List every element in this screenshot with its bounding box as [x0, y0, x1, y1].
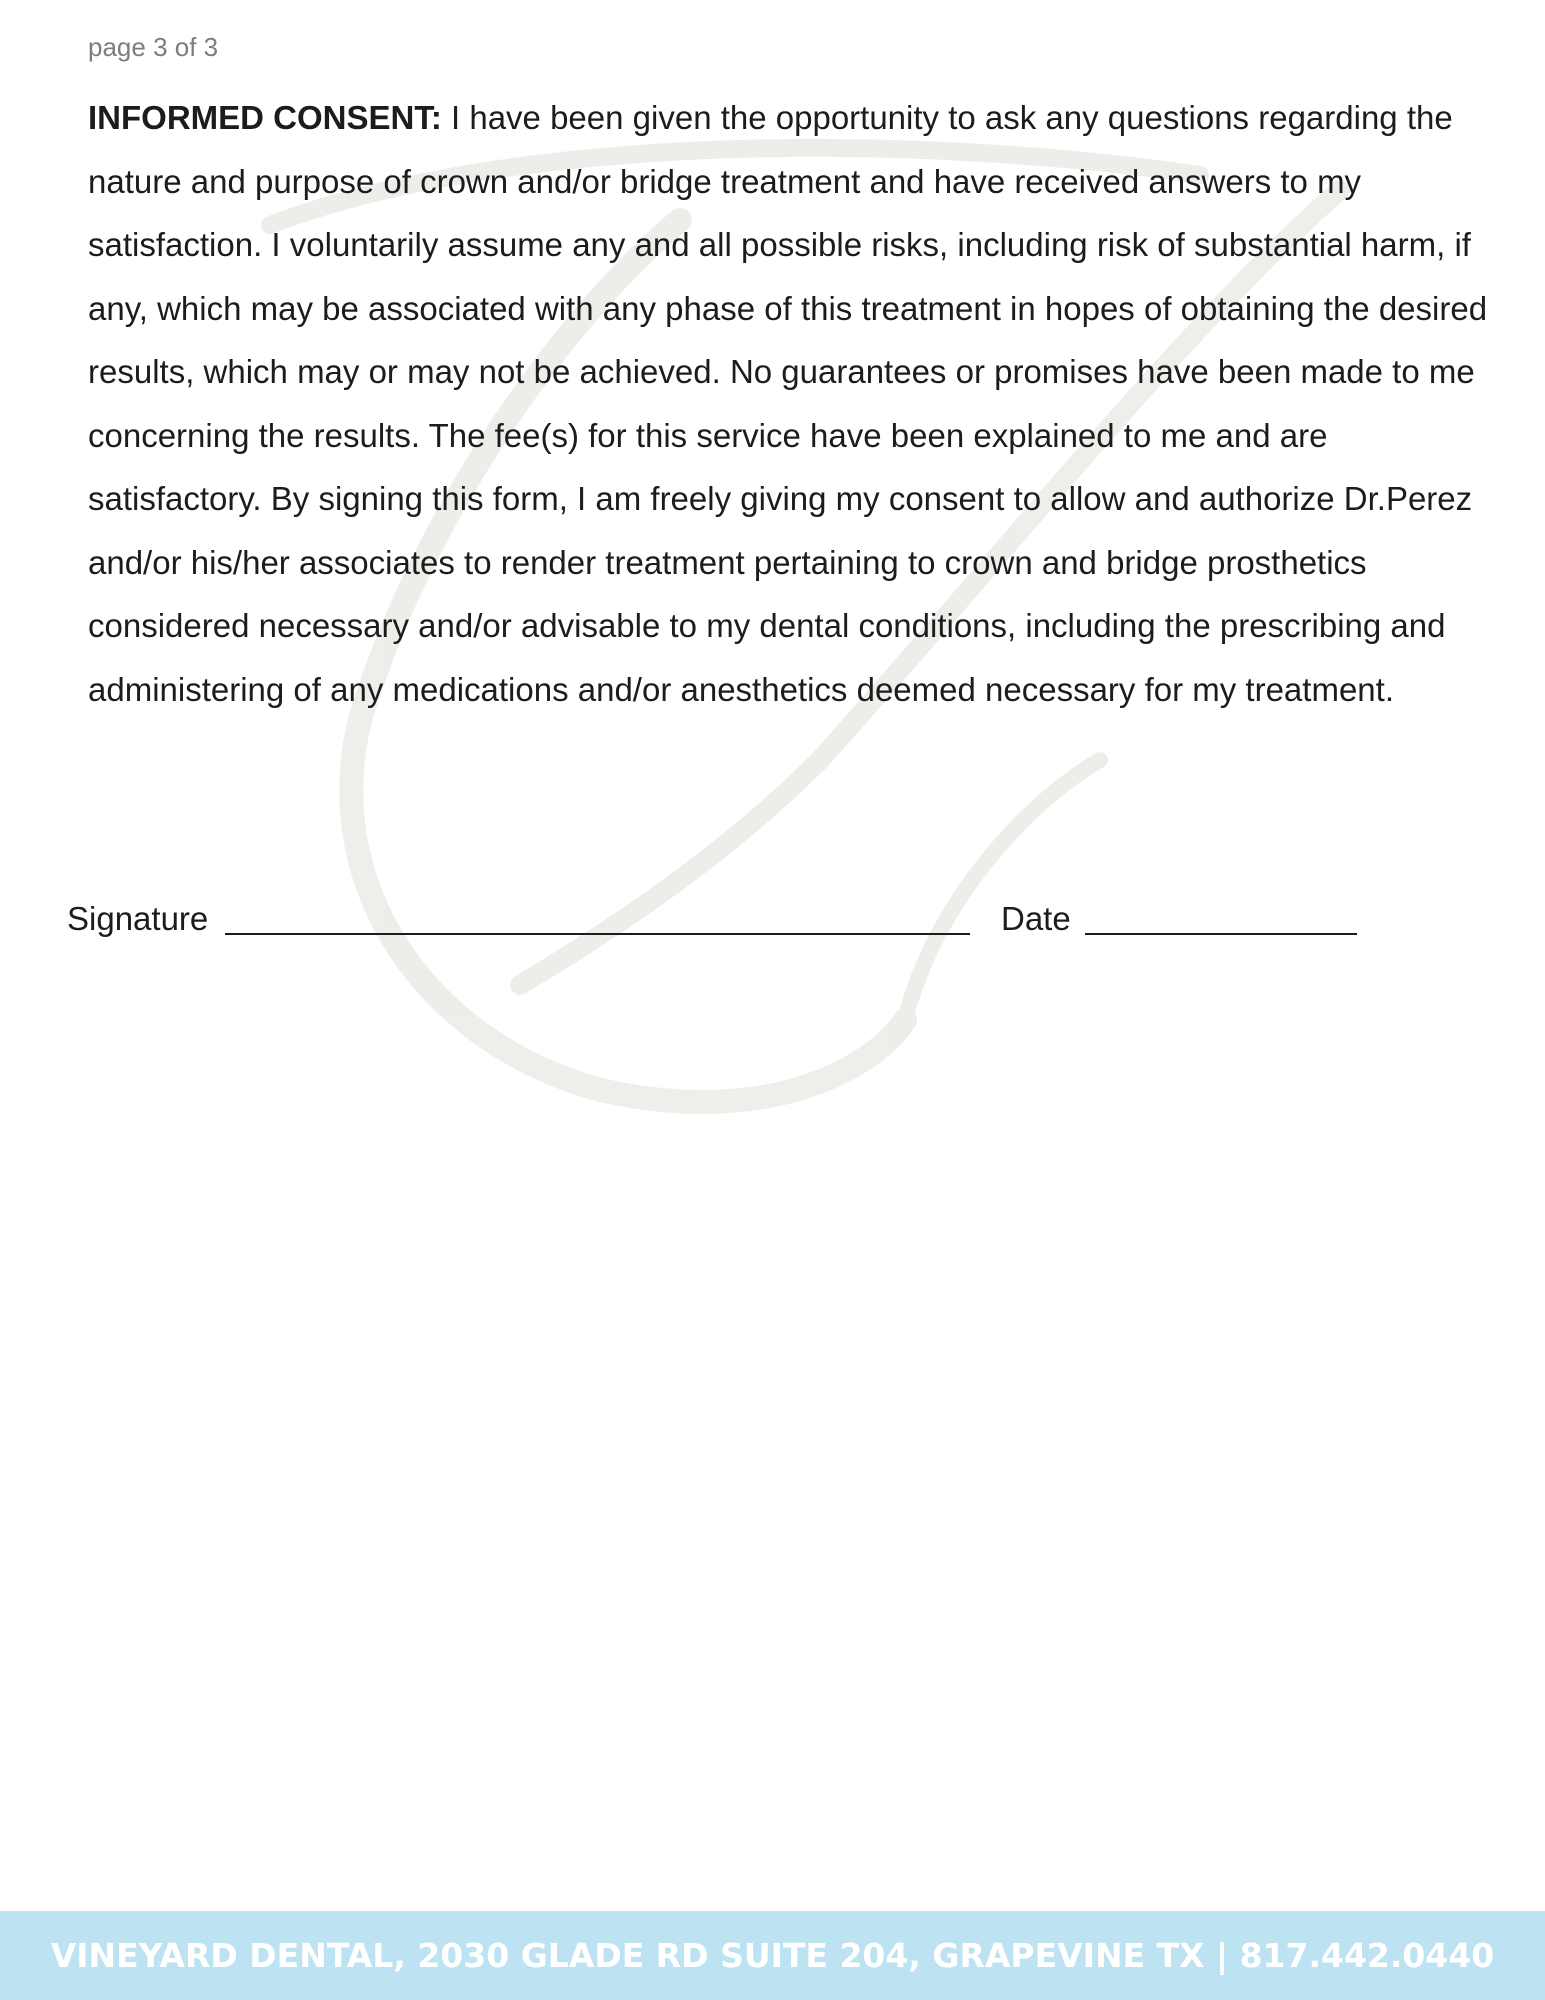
- signature-label: Signature: [67, 900, 209, 937]
- informed-consent-heading: INFORMED CONSENT:: [88, 99, 442, 136]
- signature-row: [67, 896, 1467, 946]
- informed-consent-paragraph: [88, 86, 1488, 721]
- footer-bar: [0, 1911, 1545, 2000]
- date-label: Date: [1001, 900, 1071, 937]
- signature-line[interactable]: [225, 933, 970, 935]
- footer-contact-text: VINEYARD DENTAL, 2030 GLADE RD SUITE 204, GRAPEVINE TX | 817.442.0440: [50, 1936, 1495, 1975]
- informed-consent-body: I have been given the opportunity to ask any questions regarding the nature and purpose of crown and/or bridge treatment and have received answers to my satisfaction. I voluntarily assume any and all possible risks, including risk of substantial harm, if any, which may be associated with any phase of this treatment in hopes of obtaining the desired results, which may or may not be achieved. No guarantees or promises have been made to me concerning the results. The fee(s) for this service have been explained to me and are satisfactory. By signing this form, I am freely giving my consent to allow and authorize Dr.Perez and/or his/her associates to render treatment pertaining to crown and bridge prosthetics considered necessary and/or advisable to my dental conditions, including the prescribing and administering of any medications and/or anesthetics deemed necessary for my treatment.: [88, 99, 1488, 708]
- page-number: page 3 of 3: [88, 32, 219, 62]
- date-line[interactable]: [1085, 933, 1357, 935]
